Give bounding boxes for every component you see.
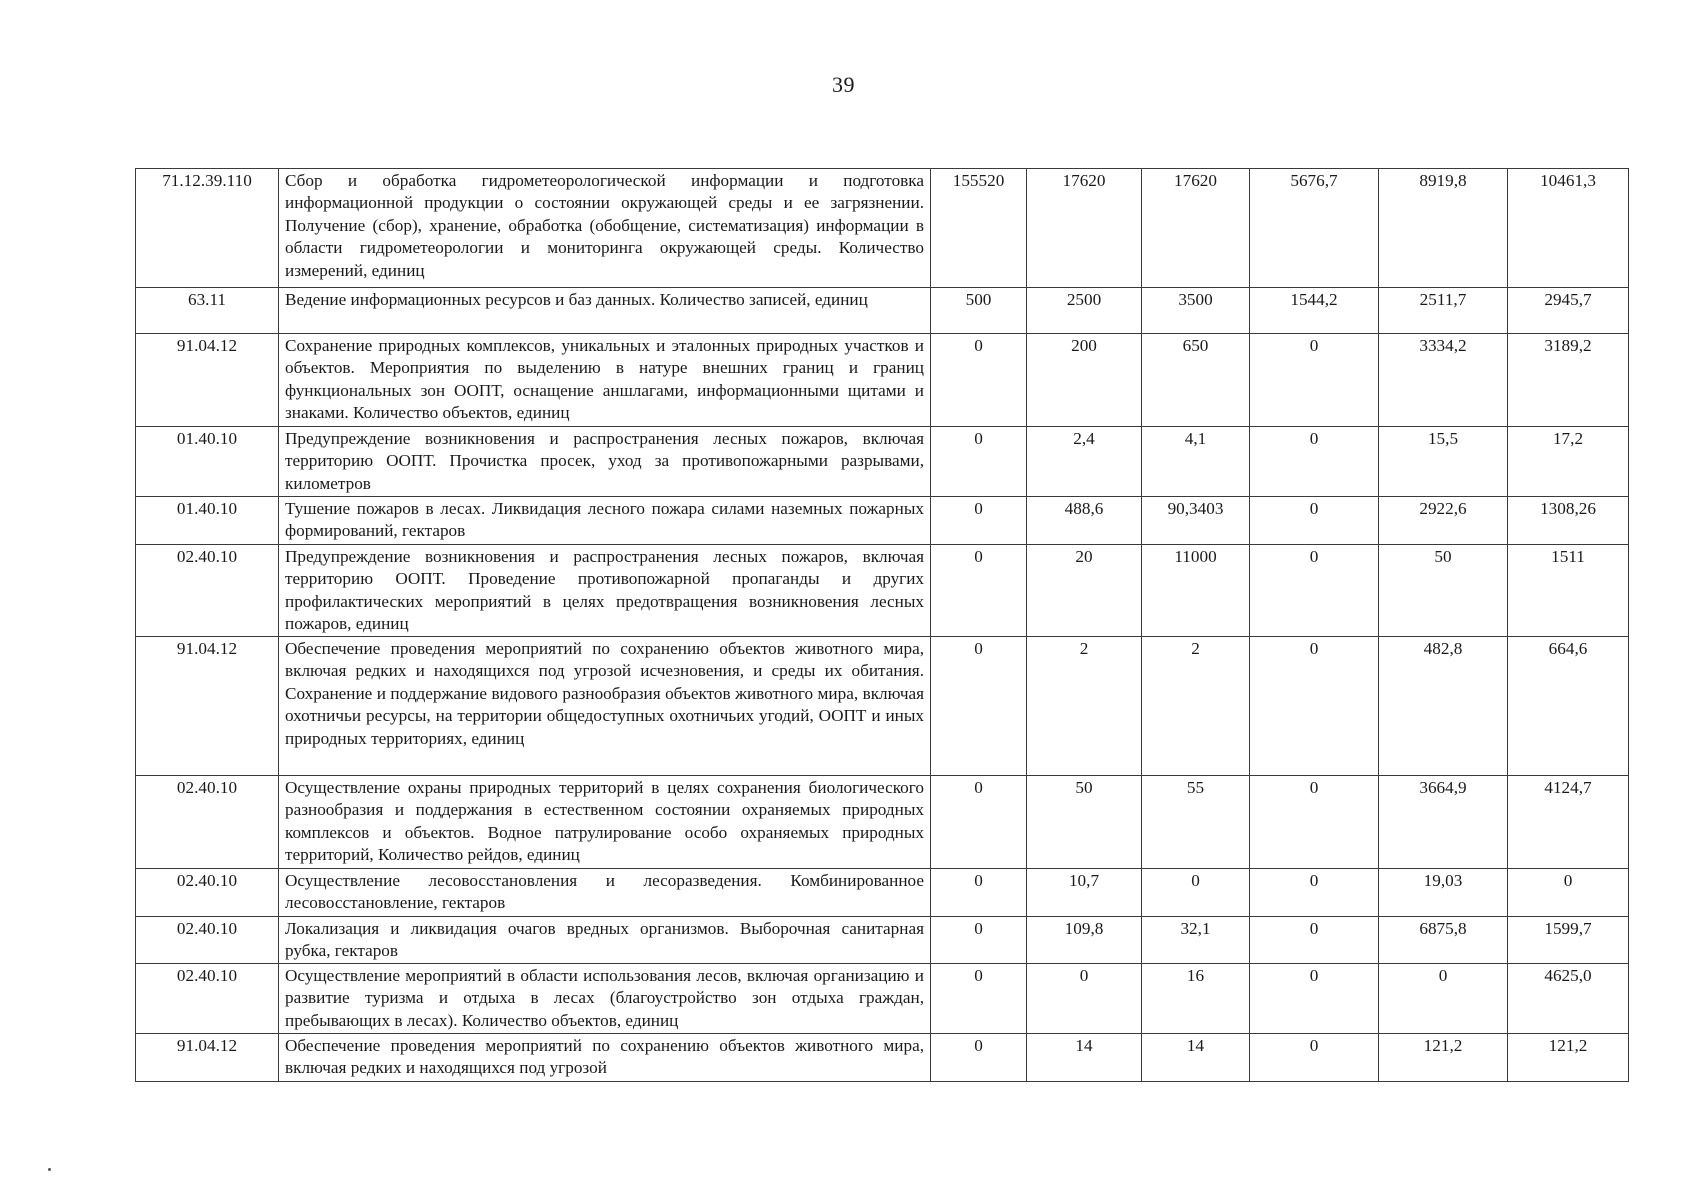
- row-value: 2,4: [1027, 427, 1142, 497]
- row-description: Ведение информационных ресурсов и баз данных. Количество записей, единиц: [279, 288, 931, 334]
- row-value: 0: [1250, 963, 1379, 1033]
- row-value: 3664,9: [1379, 776, 1508, 869]
- row-value: 3189,2: [1508, 334, 1629, 427]
- row-value: 4124,7: [1508, 776, 1629, 869]
- row-value: 0: [1142, 869, 1250, 917]
- row-value: 5676,7: [1250, 169, 1379, 288]
- row-value: 10461,3: [1508, 169, 1629, 288]
- row-value: 0: [1250, 427, 1379, 497]
- row-value: 0: [1508, 869, 1629, 917]
- row-code: 02.40.10: [136, 869, 279, 917]
- row-code: 01.40.10: [136, 497, 279, 545]
- row-value: 17620: [1027, 169, 1142, 288]
- table-row: [136, 427, 1629, 497]
- row-code: 02.40.10: [136, 963, 279, 1033]
- row-value: 17620: [1142, 169, 1250, 288]
- row-value: 482,8: [1379, 637, 1508, 776]
- row-value: 488,6: [1027, 497, 1142, 545]
- row-value: 90,3403: [1142, 497, 1250, 545]
- row-value: 3500: [1142, 288, 1250, 334]
- row-value: 4625,0: [1508, 963, 1629, 1033]
- row-value: 200: [1027, 334, 1142, 427]
- row-value: 0: [1250, 545, 1379, 637]
- row-value: 1544,2: [1250, 288, 1379, 334]
- row-value: 15,5: [1379, 427, 1508, 497]
- row-value: 0: [1250, 497, 1379, 545]
- data-table: [135, 168, 1629, 1082]
- row-value: 650: [1142, 334, 1250, 427]
- table-row: [136, 869, 1629, 917]
- row-code: 71.12.39.110: [136, 169, 279, 288]
- row-value: 6875,8: [1379, 917, 1508, 964]
- row-value: 0: [931, 963, 1027, 1033]
- row-value: 19,03: [1379, 869, 1508, 917]
- row-value: 121,2: [1508, 1033, 1629, 1081]
- table-row: [136, 917, 1629, 964]
- row-value: 0: [1250, 1033, 1379, 1081]
- row-description: Предупреждение возникновения и распространения лесных пожаров, включая территорию ООПТ. Проведение противопожарной пропаганды и других профилактических мероприятий в целях предотвращения возникновения лесных пожаров, единиц: [279, 545, 931, 637]
- row-value: 55: [1142, 776, 1250, 869]
- row-value: 11000: [1142, 545, 1250, 637]
- row-value: 0: [1250, 776, 1379, 869]
- row-description: Осуществление лесовосстановления и лесоразведения. Комбинированное лесовосстановление, гектаров: [279, 869, 931, 917]
- row-description: Предупреждение возникновения и распространения лесных пожаров, включая территорию ООПТ. Прочистка просек, уход за противопожарными разрывами, километров: [279, 427, 931, 497]
- row-value: 1308,26: [1508, 497, 1629, 545]
- row-value: 0: [931, 917, 1027, 964]
- table-row: [136, 288, 1629, 334]
- row-value: 2: [1142, 637, 1250, 776]
- row-value: 14: [1142, 1033, 1250, 1081]
- row-value: 50: [1027, 776, 1142, 869]
- row-value: 0: [1250, 869, 1379, 917]
- row-value: 2500: [1027, 288, 1142, 334]
- row-description: Локализация и ликвидация очагов вредных организмов. Выборочная санитарная рубка, гектаров: [279, 917, 931, 964]
- row-value: 3334,2: [1379, 334, 1508, 427]
- table-row: [136, 169, 1629, 288]
- table-row: [136, 497, 1629, 545]
- row-value: 0: [931, 497, 1027, 545]
- row-code: 02.40.10: [136, 917, 279, 964]
- table-row: [136, 545, 1629, 637]
- row-value: 1599,7: [1508, 917, 1629, 964]
- row-value: 0: [1379, 963, 1508, 1033]
- row-value: 0: [931, 1033, 1027, 1081]
- row-code: 91.04.12: [136, 637, 279, 776]
- table-row: [136, 963, 1629, 1033]
- row-value: 1511: [1508, 545, 1629, 637]
- row-value: 0: [1250, 637, 1379, 776]
- row-value: 0: [931, 869, 1027, 917]
- row-code: 91.04.12: [136, 334, 279, 427]
- scan-speck: [48, 1168, 51, 1171]
- row-value: 0: [1250, 334, 1379, 427]
- row-value: 2511,7: [1379, 288, 1508, 334]
- row-value: 14: [1027, 1033, 1142, 1081]
- table-row: [136, 776, 1629, 869]
- row-value: 2945,7: [1508, 288, 1629, 334]
- row-value: 20: [1027, 545, 1142, 637]
- row-code: 01.40.10: [136, 427, 279, 497]
- row-code: 91.04.12: [136, 1033, 279, 1081]
- table-row: [136, 334, 1629, 427]
- page-number: 39: [832, 72, 855, 97]
- row-value: 16: [1142, 963, 1250, 1033]
- row-value: 32,1: [1142, 917, 1250, 964]
- row-description: Обеспечение проведения мероприятий по сохранению объектов животного мира, включая редких и находящихся под угрозой исчезновения, и среды их обитания. Сохранение и поддержание видового разнообразия объектов животного мира, включая охотничьи ресурсы, на территории общедоступных охотничьих угодий, ООПТ и иных природных территориях, единиц: [279, 637, 931, 776]
- row-description: Сохранение природных комплексов, уникальных и эталонных природных участков и объектов. Мероприятия по выделению в натуре внешних границ и границ функциональных зон ООПТ, оснащение аншлагами, информационными щитами и знаками. Количество объектов, единиц: [279, 334, 931, 427]
- row-description: Тушение пожаров в лесах. Ликвидация лесного пожара силами наземных пожарных формирований, гектаров: [279, 497, 931, 545]
- row-description: Осуществление мероприятий в области использования лесов, включая организацию и развитие туризма и отдыха в лесах (благоустройство зон отдыха граждан, пребывающих в лесах). Количество объектов, единиц: [279, 963, 931, 1033]
- table-row: [136, 1033, 1629, 1081]
- row-code: 63.11: [136, 288, 279, 334]
- row-value: 0: [1027, 963, 1142, 1033]
- row-value: 17,2: [1508, 427, 1629, 497]
- row-value: 4,1: [1142, 427, 1250, 497]
- row-description: Сбор и обработка гидрометеорологической информации и подготовка информационной продукции о состоянии окружающей среды и ее загрязнении. Получение (сбор), хранение, обработка (обобщение, систематизация) информации в области гидрометеорологии и мониторинга окружающей среды. Количество измерений, единиц: [279, 169, 931, 288]
- table-body: [136, 169, 1629, 1082]
- row-value: 0: [931, 637, 1027, 776]
- row-value: 109,8: [1027, 917, 1142, 964]
- row-value: 0: [931, 776, 1027, 869]
- row-value: 2: [1027, 637, 1142, 776]
- row-code: 02.40.10: [136, 776, 279, 869]
- row-value: 500: [931, 288, 1027, 334]
- row-value: 0: [1250, 917, 1379, 964]
- row-description: Обеспечение проведения мероприятий по сохранению объектов животного мира, включая редких и находящихся под угрозой: [279, 1033, 931, 1081]
- row-value: 8919,8: [1379, 169, 1508, 288]
- row-value: 2922,6: [1379, 497, 1508, 545]
- row-value: 0: [931, 427, 1027, 497]
- row-value: 155520: [931, 169, 1027, 288]
- row-description: Осуществление охраны природных территорий в целях сохранения биологического разнообразия и поддержания в естественном состоянии охраняемых природных комплексов и объектов. Водное патрулирование особо охраняемых природных территорий, Количество рейдов, единиц: [279, 776, 931, 869]
- row-value: 0: [931, 334, 1027, 427]
- row-value: 121,2: [1379, 1033, 1508, 1081]
- row-value: 0: [931, 545, 1027, 637]
- row-code: 02.40.10: [136, 545, 279, 637]
- row-value: 664,6: [1508, 637, 1629, 776]
- table-row: [136, 637, 1629, 776]
- row-value: 10,7: [1027, 869, 1142, 917]
- row-value: 50: [1379, 545, 1508, 637]
